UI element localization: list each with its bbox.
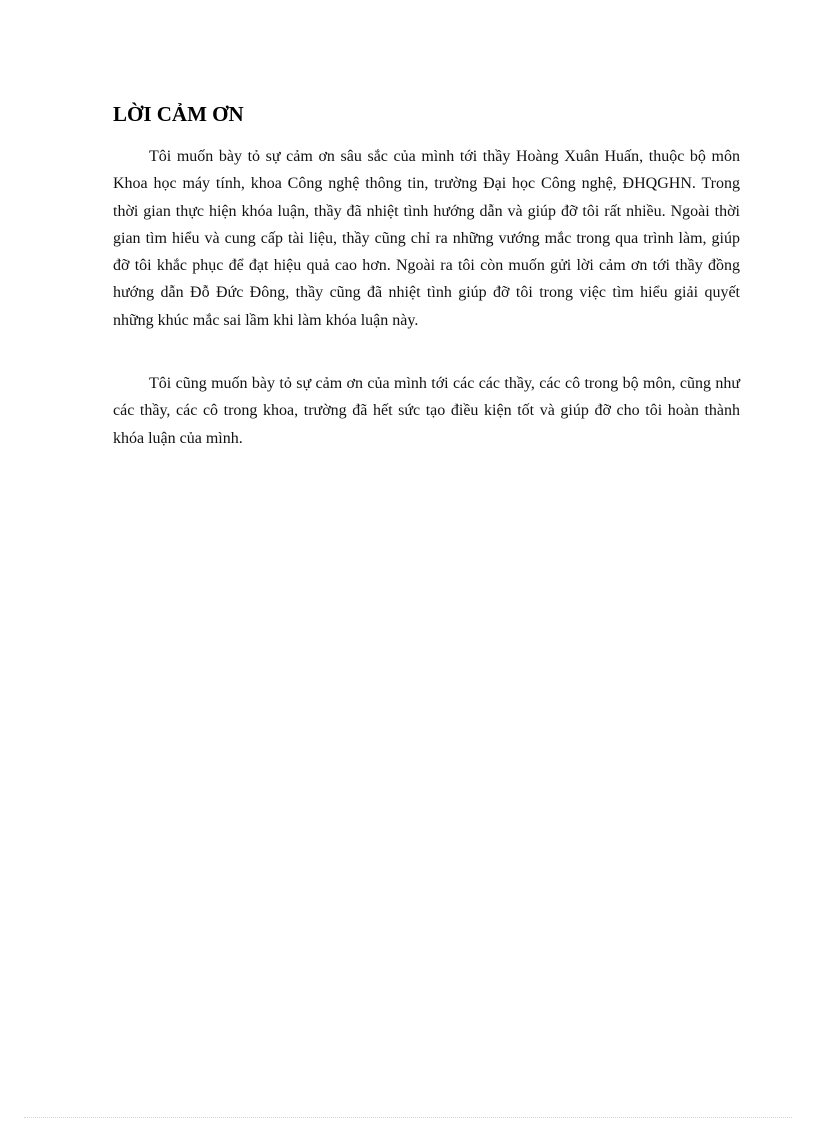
page-title: LỜI CẢM ƠN (113, 102, 244, 126)
acknowledgement-paragraph-2: Tôi cũng muốn bày tỏ sự cảm ơn của mình tới các các thầy, các cô trong bộ môn, cũng như các thầy, các cô trong khoa, trường đã hết sức tạo điều kiện tốt và giúp đỡ cho tôi hoàn thành khóa luận của mình. (113, 375, 740, 447)
page-bottom-edge (24, 1117, 792, 1118)
acknowledgement-paragraph-1: Tôi muốn bày tỏ sự cảm ơn sâu sắc của mình tới thầy Hoàng Xuân Huấn, thuộc bộ môn Khoa học máy tính, khoa Công nghệ thông tin, trường Đại học Công nghệ, ĐHQGHN. Trong thời gian thực hiện khóa luận, thầy đã nhiệt tình hướng dẫn và giúp đỡ tôi rất nhiều. Ngoài thời gian tìm hiểu và cung cấp tài liệu, thầy cũng chỉ ra những vướng mắc trong qua trình làm, giúp đỡ tôi khắc phục để đạt hiệu quả cao hơn. Ngoài ra tôi còn muốn gửi lời cảm ơn tới thầy đồng hướng dẫn Đỗ Đức Đông, thầy cũng đã nhiệt tình giúp đỡ tôi trong việc tìm hiểu giải quyết những khúc mắc sai lầm khi làm khóa luận này. (113, 148, 740, 329)
